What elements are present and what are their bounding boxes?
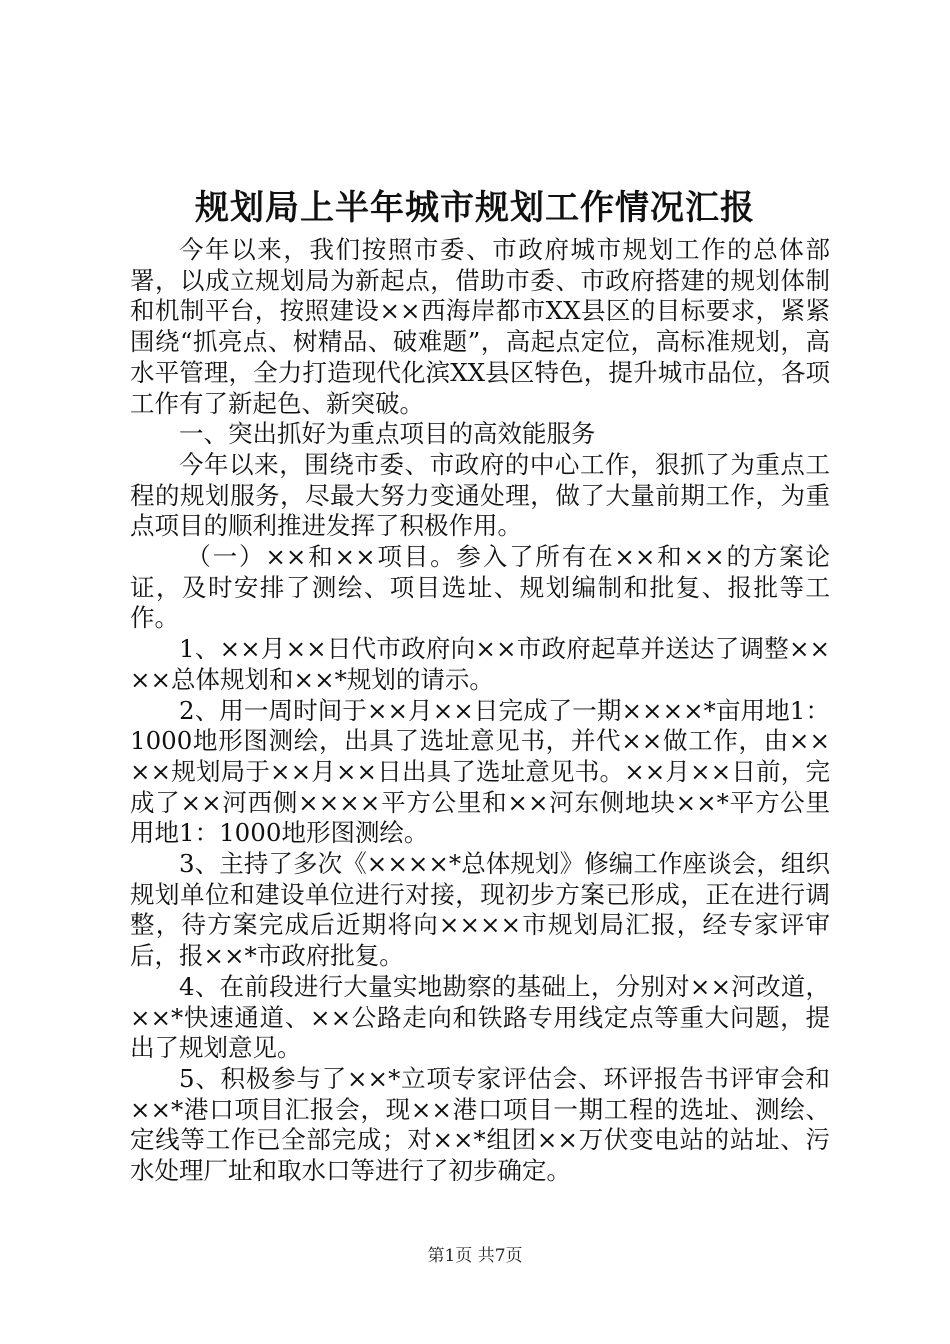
subsection-paragraph: （一）××和××项目。参入了所有在××和××的方案论证，及时安排了测绘、项目选址、规划编制和批复、报批等工作。 [130, 542, 830, 633]
list-item-1: 1、××月××日代市政府向××市政府起草并送达了调整××××总体规划和××*规划的请示。 [130, 634, 830, 694]
list-item-2: 2、用一周时间于××月××日完成了一期××××*亩用地1：1000地形图测绘，出具了选址意见书，并代××做工作，由××××规划局于××月××日出具了选址意见书。××月××日前，完成了××河西侧××××平方公里和××河东侧地块××*平方公里用地1：1000地形图测绘。 [130, 695, 830, 848]
section-heading: 一、突出抓好为重点项目的高效能服务 [179, 419, 596, 449]
list-item-3: 3、主持了多次《××××*总体规划》修编工作座谈会，组织规划单位和建设单位进行对接，现初步方案已形成，正在进行调整，待方案完成后近期将向××××市规划局汇报，经专家评审后，报××*市政府批复。 [130, 849, 830, 971]
document-body [130, 235, 830, 1187]
section-paragraph: 今年以来，围绕市委、市政府的中心工作，狠抓了为重点工程的规划服务，尽最大努力变通处理，做了大量前期工作，为重点项目的顺利推进发挥了积极作用。 [130, 449, 830, 541]
page-number-footer: 第1页 共7页 [427, 1246, 523, 1266]
list-item-5: 5、积极参与了××*立项专家评估会、环评报告书评审会和××*港口项目汇报会，现××港口项目一期工程的选址、测绘、定线等工作已全部完成；对××*组团××万伏变电站的站址、污水处理厂址和取水口等进行了初步确定。 [130, 1063, 830, 1186]
document-title: 规划局上半年城市规划工作情况汇报 [195, 188, 755, 228]
intro-paragraph: 今年以来，我们按照市委、市政府城市规划工作的总体部署，以成立规划局为新起点，借助市委、市政府搭建的规划体制和机制平台，按照建设××西海岸都市XX县区的目标要求，紧紧围绕“抓亮点、树精品、破难题”，高起点定位，高标准规划，高水平管理，全力打造现代化滨XX县区特色，提升城市品位，各项工作有了新起色、新突破。 [130, 235, 830, 418]
list-item-4: 4、在前段进行大量实地勘察的基础上，分别对××河改道，××*快速通道、××公路走向和铁路专用线定点等重大问题，提出了规划意见。 [130, 971, 830, 1063]
